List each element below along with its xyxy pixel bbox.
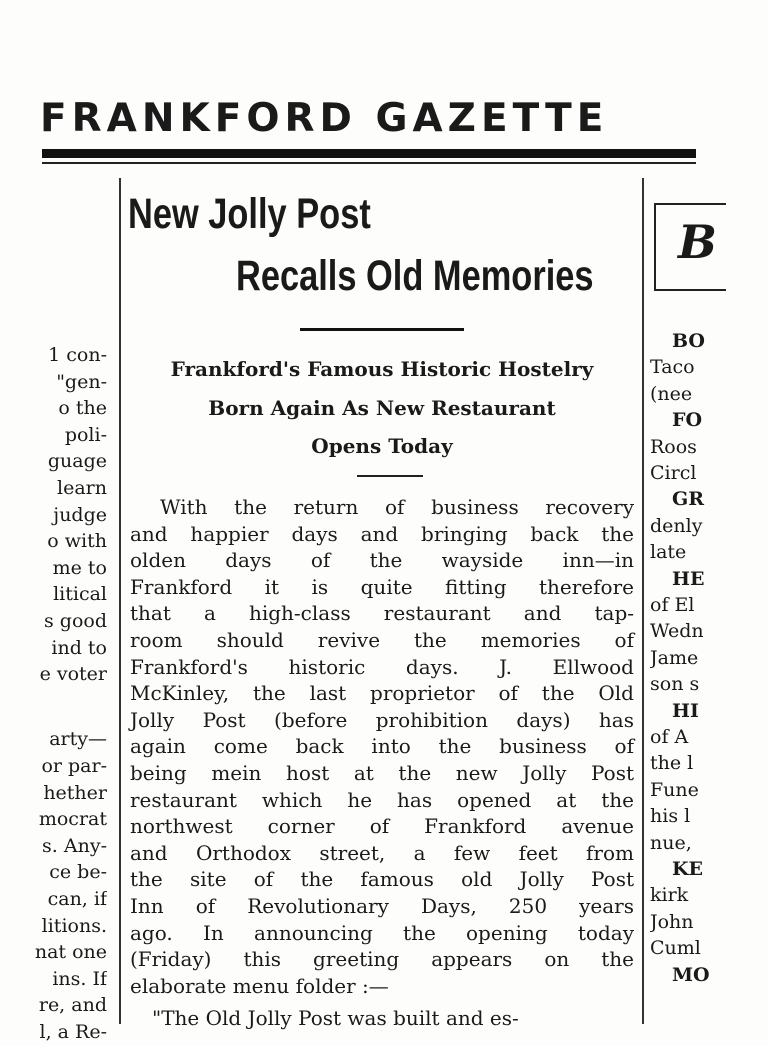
- left-column-line: nat one: [34, 941, 107, 964]
- right-column-line: John: [650, 910, 694, 933]
- article-body-line: and happier days and bringing back the: [130, 521, 634, 546]
- left-column-line: learn: [57, 477, 107, 499]
- headline-separator: [300, 328, 464, 331]
- right-column-line: KE: [672, 858, 703, 880]
- left-column-line: poli-: [64, 423, 107, 446]
- right-column-line: kirk: [650, 884, 689, 907]
- right-column-line: Wedn: [650, 620, 704, 643]
- headline-line-2: Recalls Old Memories: [236, 252, 594, 300]
- right-column-line: nue,: [650, 831, 692, 854]
- article-body-line: olden days of the wayside inn—in: [130, 548, 634, 573]
- article-body-line: northwest corner of Frankford avenue: [130, 814, 634, 839]
- article-body-line: room should revive the memories of: [130, 628, 634, 652]
- masthead-title: FRANKFORD GAZETTE: [40, 96, 609, 141]
- right-column-line: GR: [672, 488, 705, 511]
- right-column-line: his l: [650, 805, 691, 828]
- right-column-line: Taco: [650, 356, 695, 379]
- article-body-line: that a high-class restaurant and tap-: [130, 601, 634, 626]
- left-column-line: "gen-: [56, 370, 107, 393]
- right-column-line: (nee: [650, 382, 693, 405]
- left-column-line: litical: [53, 583, 107, 606]
- article-body-line: McKinley, the last proprietor of the Old: [130, 681, 634, 706]
- right-box-letter: B: [678, 215, 717, 269]
- subhead-separator: [357, 475, 423, 477]
- article-body-line: being mein host at the new Jolly Post: [130, 761, 634, 785]
- right-column-line: of A: [650, 726, 689, 748]
- left-column-line: o the: [58, 397, 107, 420]
- right-column-line: BO: [672, 330, 705, 352]
- left-column-line: hether: [43, 781, 107, 804]
- left-column-line: or par-: [41, 755, 107, 777]
- subhead-line-2: Born Again As New Restaurant: [208, 396, 556, 420]
- right-column-line: denly: [650, 514, 703, 537]
- left-column-line: me to: [52, 556, 107, 579]
- right-column-line: Jame: [650, 646, 699, 669]
- article-body-line: elaborate menu folder :—: [130, 973, 389, 998]
- right-column-line: HE: [672, 567, 705, 590]
- article-body-line: restaurant which he has opened at the: [130, 787, 634, 812]
- article-body-line: again come back into the business of: [130, 734, 634, 759]
- article-body-line: "The Old Jolly Post was built and es-: [152, 1006, 519, 1031]
- left-column-line: l, a Re-: [39, 1021, 107, 1043]
- left-column-line: e voter: [39, 663, 107, 686]
- right-column-line: Roos: [650, 435, 697, 458]
- subhead-line-1: Frankford's Famous Historic Hostelry: [170, 357, 594, 381]
- masthead-rule-thick: [42, 149, 696, 158]
- left-column-line: 1 con-: [48, 344, 107, 366]
- left-column-line: guage: [47, 450, 107, 473]
- left-column-line: mocrat: [38, 808, 107, 831]
- right-column-line: Cuml: [650, 937, 701, 960]
- article-body-line: Frankford's historic days. J. Ellwood: [130, 654, 634, 679]
- right-column-line: FO: [672, 409, 703, 432]
- left-column-line: judge: [53, 503, 107, 526]
- right-column-line: son s: [650, 673, 700, 696]
- left-column-line: s good: [44, 610, 107, 632]
- article-body-line: Inn of Revolutionary Days, 250 years: [130, 894, 634, 918]
- left-column-line: ce be-: [49, 861, 107, 884]
- left-column-line: can, if: [47, 888, 107, 910]
- column-divider-left: [119, 178, 121, 1024]
- left-column-line: s. Any-: [42, 834, 107, 857]
- left-column-line: litions.: [41, 914, 107, 937]
- article-body-line: the site of the famous old Jolly Post: [130, 867, 634, 892]
- left-column-line: arty—: [49, 728, 107, 751]
- right-column-line: of El: [650, 594, 695, 616]
- article-body-line: Frankford it is quite fitting therefore: [130, 574, 634, 599]
- left-column-line: ins. If: [52, 967, 107, 990]
- right-column-line: late: [650, 541, 687, 564]
- right-column-line: Circl: [650, 462, 697, 484]
- article-body-line: and Orthodox street, a few feet from: [130, 840, 634, 865]
- article-body-line: Jolly Post (before prohibition days) has: [130, 707, 634, 732]
- column-divider-right: [642, 178, 644, 1024]
- left-column-line: o with: [47, 530, 107, 553]
- article-body-line: ago. In announcing the opening today: [130, 920, 634, 945]
- article-body-line: With the return of business recovery: [160, 495, 634, 519]
- masthead-rule-thin: [42, 162, 696, 164]
- right-box-heading: [654, 203, 726, 291]
- right-column-line: HI: [672, 699, 699, 722]
- right-column-line: the l: [650, 752, 694, 775]
- headline-line-1: New Jolly Post: [128, 190, 371, 238]
- subhead-line-3: Opens Today: [311, 434, 453, 458]
- left-column-line: ind to: [51, 636, 107, 659]
- right-column-line: Fune: [650, 778, 699, 801]
- right-column-line: MO: [672, 963, 710, 986]
- left-column-line: re, and: [38, 994, 107, 1017]
- article-body-line: (Friday) this greeting appears on the: [130, 947, 634, 972]
